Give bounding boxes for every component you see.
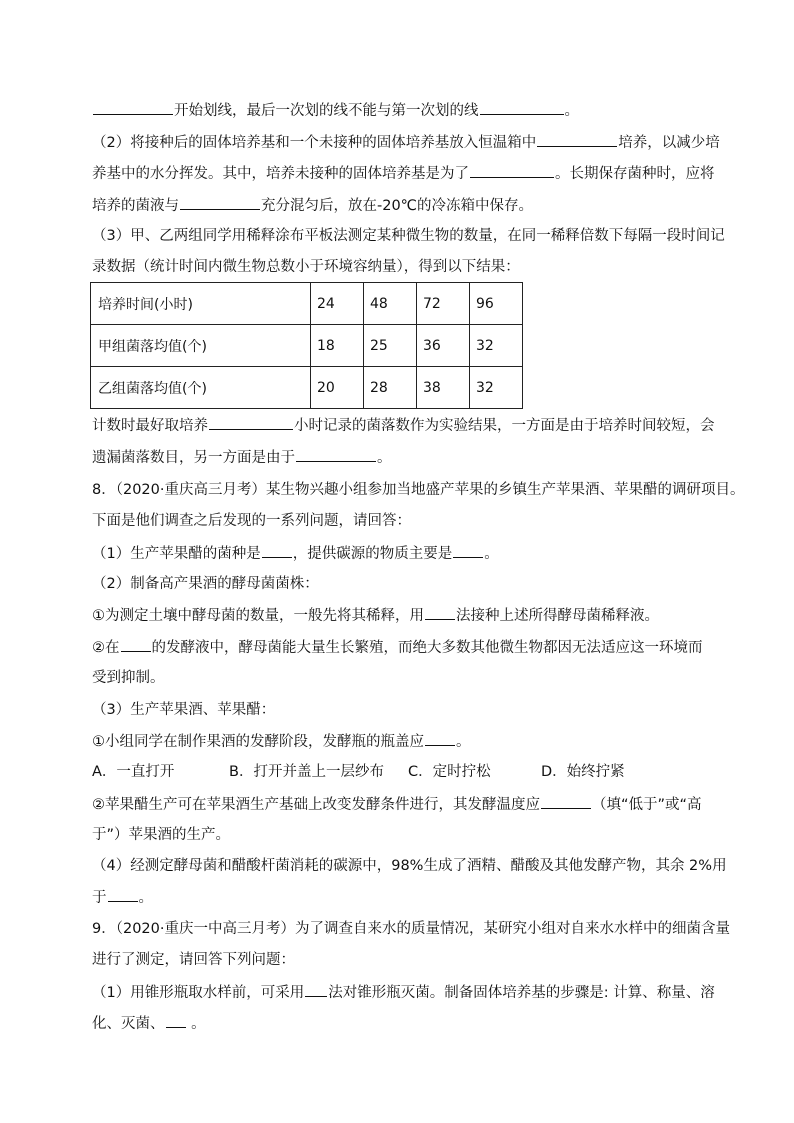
question-9-heading: 9．（2020·重庆一中高三月考）为了调查自来水的质量情况，某研究小组对自来水水样中的细菌含量 xyxy=(92,921,730,937)
question-line: 培养的菌液与 充分混匀后，放在-20℃的冷冻箱中保存。 xyxy=(92,195,533,216)
table-cell: 28 xyxy=(364,367,417,409)
choice-d[interactable]: D．始终拧紧 xyxy=(541,764,625,780)
table-cell: 18 xyxy=(311,325,364,367)
answer-blank[interactable] xyxy=(537,132,617,147)
question-line: 遗漏菌落数目，另一方面是由于 。 xyxy=(92,447,392,468)
question-line: 化、灭菌、 。 xyxy=(92,1013,206,1034)
answer-blank[interactable] xyxy=(425,731,455,746)
table-cell: 32 xyxy=(470,325,523,367)
answer-blank[interactable] xyxy=(121,637,151,652)
question-line: 受到抑制。 xyxy=(92,670,165,686)
answer-blank[interactable] xyxy=(470,163,554,178)
question-line: 录数据（统计时间内微生物总数小于环境容纳量），得到以下结果： xyxy=(92,259,520,275)
question-line: （4）经测定酵母菌和醋酸杆菌消耗的碳源中，98%生成了酒精、醋酸及其他发酵产物，其余 2%用 xyxy=(92,858,727,874)
data-table xyxy=(90,282,523,409)
answer-blank[interactable] xyxy=(541,794,591,809)
question-line: ①小组同学在制作果酒的发酵阶段，发酵瓶的瓶盖应 。 xyxy=(92,731,471,752)
answer-blank[interactable] xyxy=(262,543,292,558)
table-row xyxy=(91,325,523,367)
question-line: 开始划线，最后一次划的线不能与第一次划的线 。 xyxy=(92,100,579,121)
question-8-heading: 8．（2020·重庆高三月考）某生物兴趣小组参加当地盛产苹果的乡镇生产苹果酒、苹果醋的调研项目。 xyxy=(92,482,745,498)
table-cell: 24 xyxy=(311,283,364,325)
question-line: 养基中的水分挥发。其中，培养未接种的固体培养基是为了 。长期保存菌种时，应将 xyxy=(92,163,715,184)
question-line: （3）生产苹果酒、苹果醋： xyxy=(92,702,276,718)
question-line: （1）用锥形瓶取水样前，可采用 法对锥形瓶灭菌。制备固体培养基的步骤是: 计算、称量、溶 xyxy=(92,982,715,1003)
table-cell: 32 xyxy=(470,367,523,409)
question-line: （2）制备高产果酒的酵母菌菌株： xyxy=(92,576,319,592)
question-line: 于”）苹果酒的生产。 xyxy=(92,827,231,843)
answer-blank[interactable] xyxy=(453,543,483,558)
question-line: （3）甲、乙两组同学用稀释涂布平板法测定某种微生物的数量，在同一稀释倍数下每隔一段时间记 xyxy=(92,228,725,244)
answer-blank[interactable] xyxy=(93,100,173,115)
question-line: 计数时最好取培养 小时记录的菌落数作为实验结果，一方面是由于培养时间较短，会 xyxy=(92,415,715,436)
table-cell: 25 xyxy=(364,325,417,367)
table-cell: 72 xyxy=(417,283,470,325)
question-line: ②在 的发酵液中，酵母菌能大量生长繁殖，而绝大多数其他微生物都因无法适应这一环境而 xyxy=(92,637,703,658)
row-header: 甲组菌落均值(个) xyxy=(91,325,311,367)
answer-blank[interactable] xyxy=(480,100,564,115)
table-cell: 96 xyxy=(470,283,523,325)
question-line: （2）将接种后的固体培养基和一个未接种的固体培养基放入恒温箱中 培养，以减少培 xyxy=(92,132,720,153)
question-line: ①为测定土壤中酵母菌的数量，一般先将其稀释，用 法接种上述所得酵母菌稀释液。 xyxy=(92,605,659,626)
row-header: 乙组菌落均值(个) xyxy=(91,367,311,409)
answer-blank[interactable] xyxy=(166,1013,186,1028)
table-cell: 20 xyxy=(311,367,364,409)
row-header: 培养时间(小时) xyxy=(91,283,311,325)
choice-b[interactable]: B．打开并盖上一层纱布 xyxy=(229,764,384,780)
choice-c[interactable]: C．定时拧松 xyxy=(408,764,491,780)
question-line: （1）生产苹果醋的菌种是 ，提供碳源的物质主要是 。 xyxy=(92,543,499,564)
answer-blank[interactable] xyxy=(305,982,327,997)
answer-blank[interactable] xyxy=(180,195,260,210)
table-cell: 38 xyxy=(417,367,470,409)
table-row xyxy=(91,283,523,325)
choice-a[interactable]: A．一直打开 xyxy=(92,764,175,780)
question-line: 于 。 xyxy=(92,887,153,908)
question-line: ②苹果醋生产可在苹果酒生产基础上改变发酵条件进行，其发酵温度应 （填“低于”或“高 xyxy=(92,794,702,815)
table-cell: 36 xyxy=(417,325,470,367)
question-line: 进行了测定，请回答下列问题： xyxy=(92,952,295,968)
answer-blank[interactable] xyxy=(209,415,293,430)
table-row xyxy=(91,367,523,409)
answer-blank[interactable] xyxy=(296,447,376,462)
answer-blank[interactable] xyxy=(108,887,138,902)
question-line: 下面是他们调查之后发现的一系列问题，请回答： xyxy=(92,513,411,529)
answer-blank[interactable] xyxy=(425,605,455,620)
table-cell: 48 xyxy=(364,283,417,325)
